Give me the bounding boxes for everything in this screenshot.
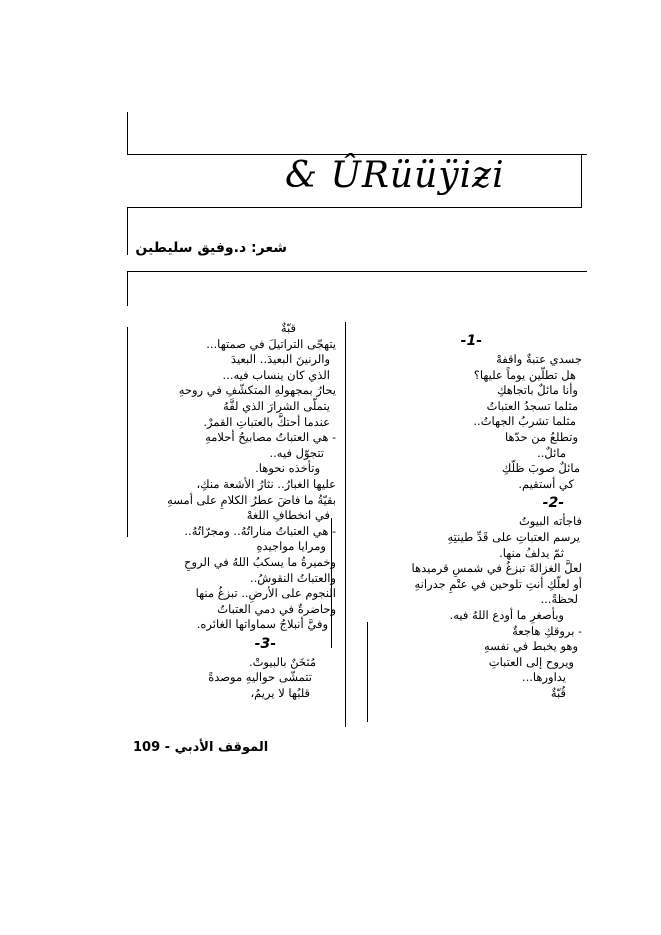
poem-line: وأنا مائلٌ باتجاهكِ	[497, 383, 578, 398]
poem-line: عليها الغبارُ.. نثارُ الأشعة منكِ،	[196, 476, 336, 491]
page-title: & ÛRüüÿiƶi	[285, 155, 505, 196]
header-horizontal-rule-bottom	[127, 271, 587, 272]
poem-right-column	[342, 330, 582, 701]
poem-line: ومرايا مواجيدهِ	[256, 539, 326, 554]
poem-line: وتأخذه نحوها.	[255, 461, 320, 476]
poem-line: - بروقكِ هاجعةٌ	[512, 623, 582, 638]
poem-line: يتهجّى التراتيلَ في صمتها...	[206, 336, 336, 351]
poem-line: لحظةً...	[540, 592, 578, 607]
poem-line: وتطلعُ من حدّها	[504, 429, 578, 444]
section-vertical-rule	[127, 271, 128, 306]
poem-line: بقيّةُ ما فاضَ عطرُ الكلامِ على أمسهِ	[167, 492, 336, 507]
poem-line: يداورها...	[521, 670, 566, 685]
poem-line: هل تطلّين يوماً عليها؟	[473, 367, 576, 382]
header-vertical-rule-top	[127, 112, 128, 155]
poem-line: وبأصغرِ ما أودع اللهُ فيه.	[449, 607, 564, 622]
header-vertical-rule-right	[581, 154, 582, 208]
poem-line: قلبُها لا يريمُ،	[250, 686, 310, 701]
poem-line: وهو يخبط في نفسهِ	[483, 639, 578, 654]
poem-line: مُثخَنٌ بالبيوتْ.	[248, 654, 316, 669]
poem-line: قبّةٌ	[280, 321, 296, 335]
poem-line: عندما أحتكَّ بالعتباتِ القمرْ.	[203, 414, 330, 429]
poem-line: ويروح إلى العتباتِ	[488, 654, 574, 669]
poem-line: في انخطافِ اللغهْ	[246, 508, 330, 523]
poem-line: ثمّ يدلفُ منها.	[499, 545, 564, 560]
poem-line: يتملّى الشرارَ الذي لفَّهُ	[223, 398, 330, 413]
poem-line: تتجوّل فيه..	[269, 445, 324, 460]
poem-line: مثلما تسجدُ العتباتُ	[486, 398, 578, 413]
poem-line: تتمشّى حواليهِ موصدةً	[208, 670, 312, 685]
poem-line: - هي العتباتُ مصابيحُ أحلامهِ	[205, 430, 336, 445]
poem-line: وخميرةُ ما يسكبُ اللهُ في الروحِ	[184, 554, 336, 569]
page-footer: الموقف الأدبي - 109	[133, 740, 269, 755]
poem-line: أو لعلّكِ أنتِ تلوحين في عتْمِ جدرانهِ	[414, 576, 582, 591]
poem-line: وحاضرةٌ في دمي العتباتُ	[217, 601, 336, 616]
poem-line: لعلَّ الغزالةَ تبزغُ في شمسِ قرميدها	[411, 561, 582, 576]
poem-line: مائلٌ..	[537, 445, 566, 460]
poem-line: مائلٌ صوبَ ظلّكِ	[501, 461, 580, 476]
poem-line: والرنينَ البعيدَ.. البعيدَ	[230, 352, 330, 367]
poem-line: يحارُ بمجهولهِ المتكشّفِ في روحهِ	[178, 383, 336, 398]
poem-line: قُبّةٌ	[550, 685, 566, 700]
byline: شعر: د.وفيق سليطين	[135, 240, 287, 256]
section-number: -2-	[542, 495, 564, 512]
poem-line: النجوم على الأرضِ.. تبزغُ منها	[195, 586, 336, 601]
poem-line: مثلما تشربُ الجهاتُ..	[473, 414, 576, 429]
poem-line: جسدي عتبةٌ واقفهْ	[496, 352, 582, 366]
byline-vertical-rule	[127, 207, 128, 255]
poem-line: وفيَّ أنبلاجُ سماواتها الغائره.	[196, 617, 328, 632]
poem-left-column	[116, 321, 336, 702]
section-number: -3-	[254, 635, 276, 652]
poem-line: يرسم العتباتِ على قَدِّ طينتِهِ	[447, 529, 580, 544]
header-horizontal-rule-mid	[127, 207, 582, 208]
poem-line: والعتباتُ النقوشُ..	[249, 570, 336, 585]
poem-line: الذي كان ينساب فيه...	[222, 367, 330, 382]
poem-line: فاجأته البيوتُ	[518, 514, 582, 529]
poem-line: كي أستقيم.	[518, 476, 574, 491]
poem-line: - هي العتباتُ مناراتُهُ.. ومجرّاتُهُ..	[184, 523, 336, 538]
section-number: -1-	[460, 333, 482, 349]
